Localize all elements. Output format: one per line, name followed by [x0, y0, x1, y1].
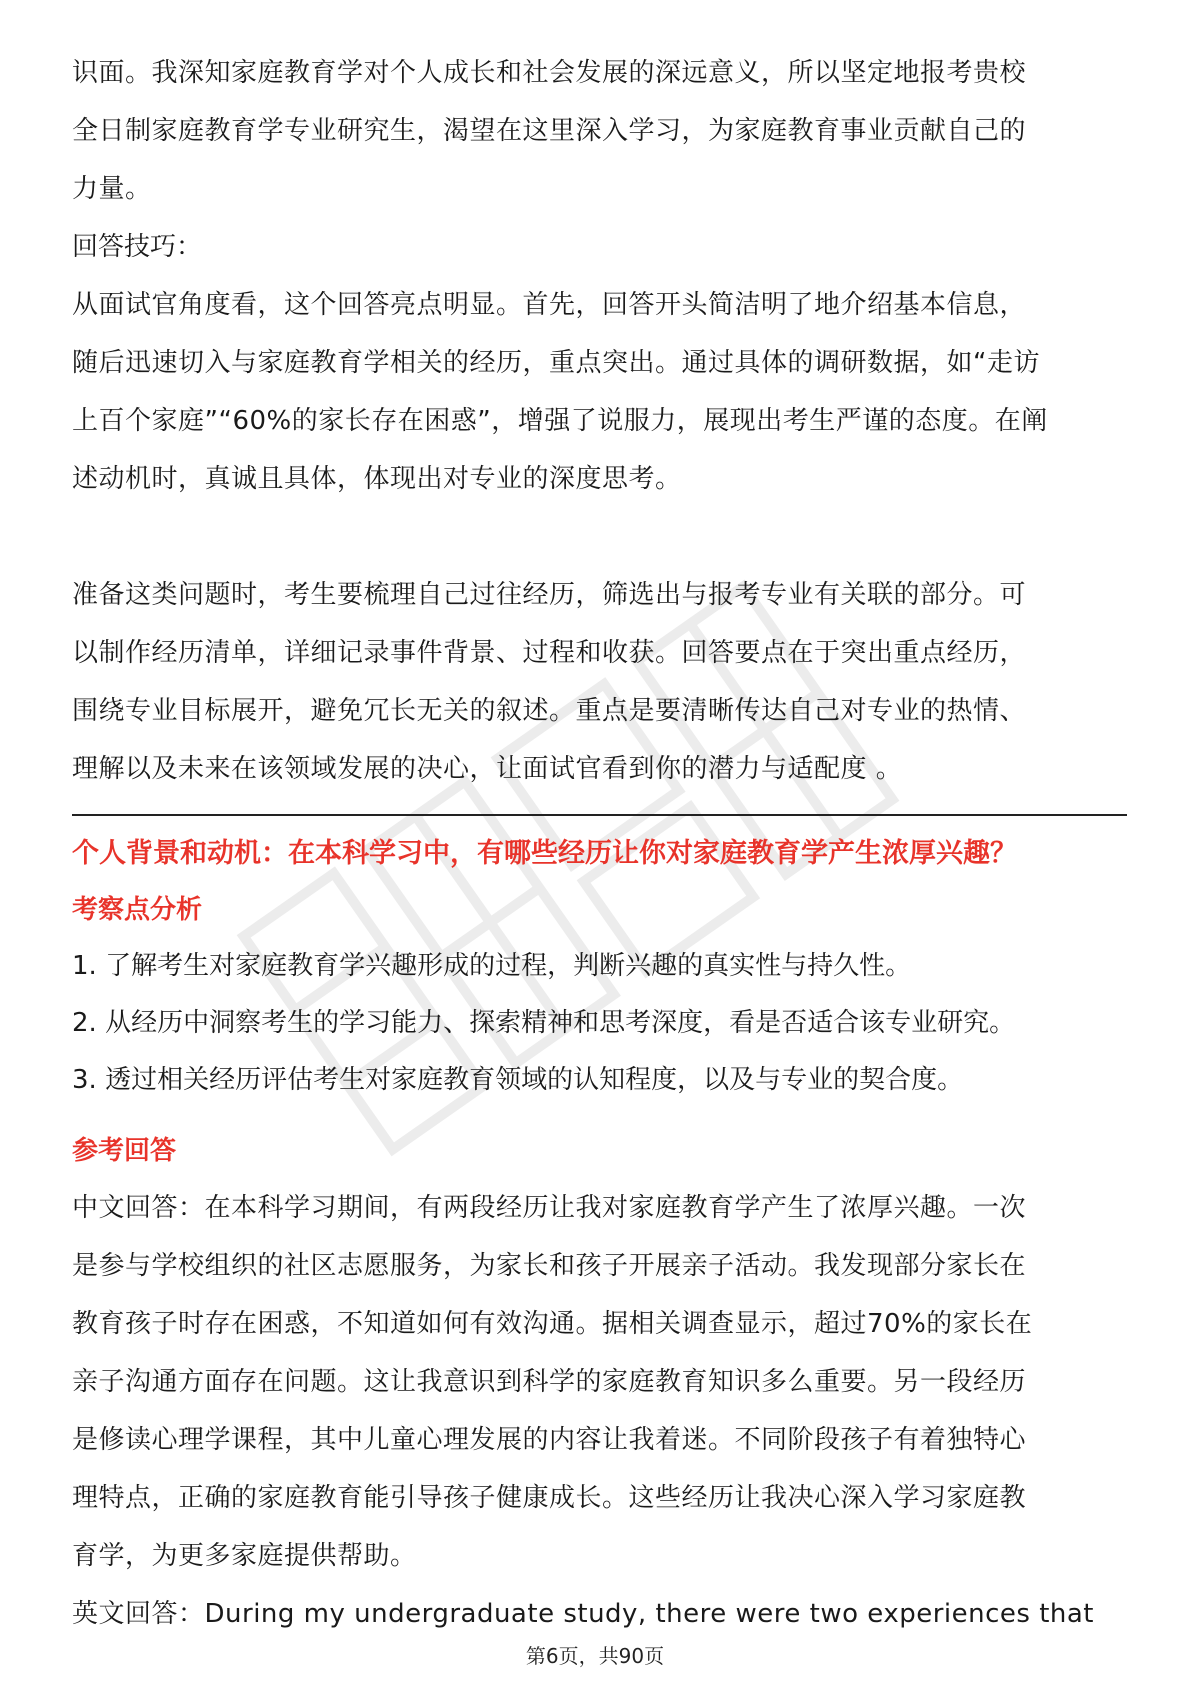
paragraph-line: 中文回答：在本科学习期间，有两段经历让我对家庭教育学产生了浓厚兴趣。一次 — [72, 1193, 1027, 1223]
list-item: 1. 了解考生对家庭教育学兴趣形成的过程，判断兴趣的真实性与持久性。 — [72, 951, 912, 981]
paragraph-line: 是参与学校组织的社区志愿服务，为家长和孩子开展亲子活动。我发现部分家长在 — [72, 1251, 1027, 1281]
tips-paragraph — [72, 276, 1127, 508]
question-title: 个人背景和动机：在本科学习中，有哪些经历让你对家庭教育学产生浓厚兴趣？ — [72, 838, 1017, 869]
paragraph-line: 是修读心理学课程，其中儿童心理发展的内容让我着迷。不同阶段孩子有着独特心 — [72, 1425, 1027, 1455]
paragraph-line: 识面。我深知家庭教育学对个人成长和社会发展的深远意义，所以坚定地报考贵校 — [72, 58, 1027, 88]
paragraph-line: 上百个家庭”“60%的家长存在困惑”，增强了说服力，展现出考生严谨的态度。在阐 — [72, 406, 1048, 436]
paragraph-line: 育学，为更多家庭提供帮助。 — [72, 1541, 417, 1571]
paragraph-line: 全日制家庭教育学专业研究生，渴望在这里深入学习，为家庭教育事业贡献自己的 — [72, 116, 1027, 146]
paragraph-line: 亲子沟通方面存在问题。这让我意识到科学的家庭教育知识多么重要。另一段经历 — [72, 1367, 1027, 1397]
list-item: 2. 从经历中洞察考生的学习能力、探索精神和思考深度，看是否适合该专业研究。 — [72, 1008, 1016, 1038]
english-answer-line: 英文回答：During my undergraduate study, there were two experiences that — [72, 1599, 1094, 1629]
paragraph-line: 教育孩子时存在困惑，不知道如何有效沟通。据相关调查显示，超过70%的家长在 — [72, 1309, 1033, 1339]
intro-paragraph — [72, 44, 1127, 218]
list-item: 3. 透过相关经历评估考生对家庭教育领域的认知程度，以及与专业的契合度。 — [72, 1065, 964, 1095]
paragraph-line: 随后迅速切入与家庭教育学相关的经历，重点突出。通过具体的调研数据，如“走访 — [72, 348, 1040, 378]
paragraph-line: 理解以及未来在该领域发展的决心，让面试官看到你的潜力与适配度 。 — [72, 754, 903, 784]
paragraph-line: 述动机时，真诚且具体，体现出对专业的深度思考。 — [72, 464, 682, 494]
tips-label: 回答技巧： — [72, 232, 203, 262]
document-page — [72, 44, 1127, 1643]
paragraph-line: 以制作经历清单，详细记录事件背景、过程和收获。回答要点在于突出重点经历， — [72, 638, 1027, 668]
paragraph-line: 围绕专业目标展开，避免冗长无关的叙述。重点是要清晰传达自己对专业的热情、 — [72, 696, 1027, 726]
prep-paragraph — [72, 566, 1127, 798]
chinese-answer — [72, 1179, 1127, 1585]
paragraph-line: 从面试官角度看，这个回答亮点明显。首先，回答开头简洁明了地介绍基本信息， — [72, 290, 1027, 320]
paragraph-line: 理特点，正确的家庭教育能引导孩子健康成长。这些经历让我决心深入学习家庭教 — [72, 1483, 1027, 1513]
reference-title: 参考回答 — [72, 1136, 177, 1166]
analysis-title: 考察点分析 — [72, 895, 203, 925]
analysis-list — [72, 938, 1127, 1109]
page-footer: 第6页，共90页 — [525, 1644, 665, 1668]
paragraph-line: 力量。 — [72, 174, 152, 204]
paragraph-line: 准备这类问题时，考生要梳理自己过往经历，筛选出与报考专业有关联的部分。可 — [72, 580, 1027, 610]
section-divider — [72, 814, 1127, 816]
blank-line — [72, 508, 1127, 566]
